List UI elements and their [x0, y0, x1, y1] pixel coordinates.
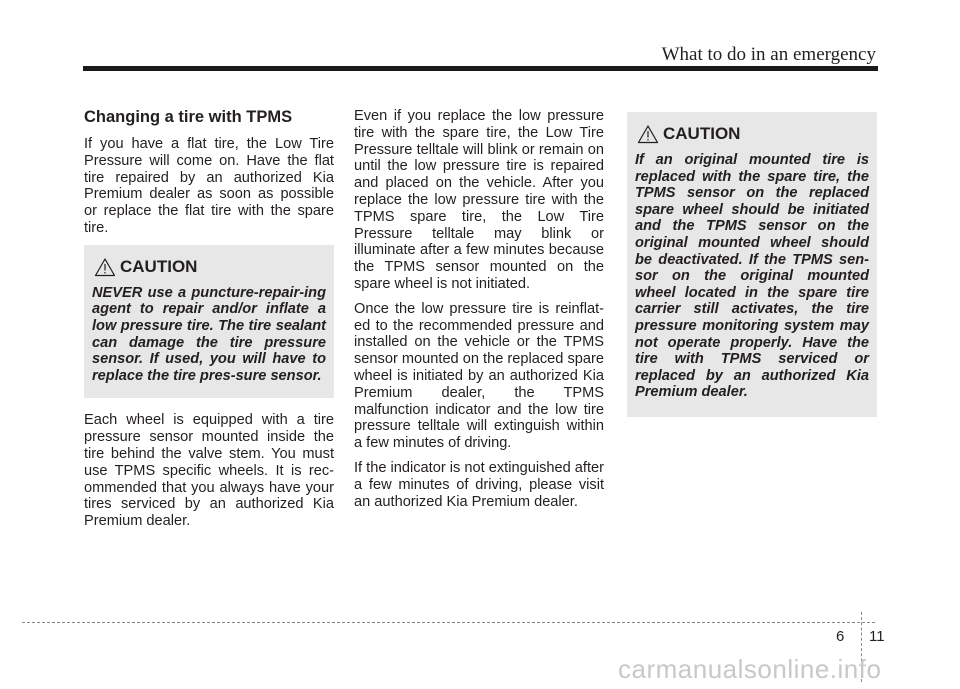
indicator-paragraph: If the indicator is not extinguished after a few minutes of driving, please visit an authorized Kia Premium dealer.	[354, 459, 604, 510]
reinflate-paragraph: Once the low pressure tire is reinflat-ed to the recommended pressure and installed on the vehicle or the TPMS sensor mounted on the replaced spare wheel is initiated by an authorized Kia Premium dealer, the TPMS malfunction indicator and the low tire pressure telltale will extinguish within a few minutes of driving.	[354, 300, 604, 452]
warning-triangle-icon	[637, 124, 659, 144]
column-2	[354, 108, 604, 518]
caution-box-1	[84, 245, 334, 399]
header-rule	[83, 66, 878, 71]
wheel-sensor-paragraph: Each wheel is equipped with a tire pressure sensor mounted inside the tire behind the valve stem. You must use TPMS specific wheels. It is rec-ommended that you always have your tires serviced by an authorized Kia Premium dealer.	[84, 412, 334, 530]
section-header-title: What to do in an emergency	[661, 44, 876, 65]
watermark: carmanualsonline.info	[618, 654, 882, 684]
page-number: 11	[869, 628, 885, 645]
caution-box-2	[627, 112, 877, 417]
caution-label: CAUTION	[120, 256, 198, 276]
section-heading: Changing a tire with TPMS	[84, 108, 293, 126]
chapter-number: 6	[836, 628, 845, 645]
caution-header	[635, 124, 869, 144]
caution-label: CAUTION	[663, 124, 741, 143]
footer-rule	[22, 622, 875, 623]
column-1	[84, 108, 334, 538]
intro-paragraph: If you have a flat tire, the Low Tire Pressure will come on. Have the flat tire repaired by an authorized Kia Premium dealer as soon as possible or replace the flat tire with the spare tire.	[84, 136, 334, 236]
warning-triangle-icon	[94, 257, 116, 277]
caution-text: If an original mounted tire is replaced with the spare tire, the TPMS sensor on the replaced spare wheel should be initiated and the TPMS sensor on the original mounted wheel should be deactivated. If the TPMS sen-sor on the original mounted wheel located in the spare tire carrier still activates, the tire pressure monitoring system may not operate properly. Have the tire with TPMS serviced or replaced by an authorized Kia Premium dealer.	[635, 152, 869, 401]
column-3	[627, 112, 877, 431]
caution-text: NEVER use a puncture-repair-ing agent to repair and/or inflate a low pressure tire. The tire sealant can damage the tire pressure sensor. If used, you will have to replace the tire pres-sure sensor.	[92, 284, 326, 384]
spare-tire-paragraph: Even if you replace the low pressure tire with the spare tire, the Low Tire Pressure telltale will blink or remain on until the low pressure tire is repaired and placed on the vehicle. After you replace the low pressure tire with the TPMS spare tire, the Low Tire Pressure telltale may blink or illuminate after a few minutes because the TPMS sensor mounted on the spare wheel is not initiated.	[354, 108, 604, 292]
caution-header	[92, 257, 326, 277]
